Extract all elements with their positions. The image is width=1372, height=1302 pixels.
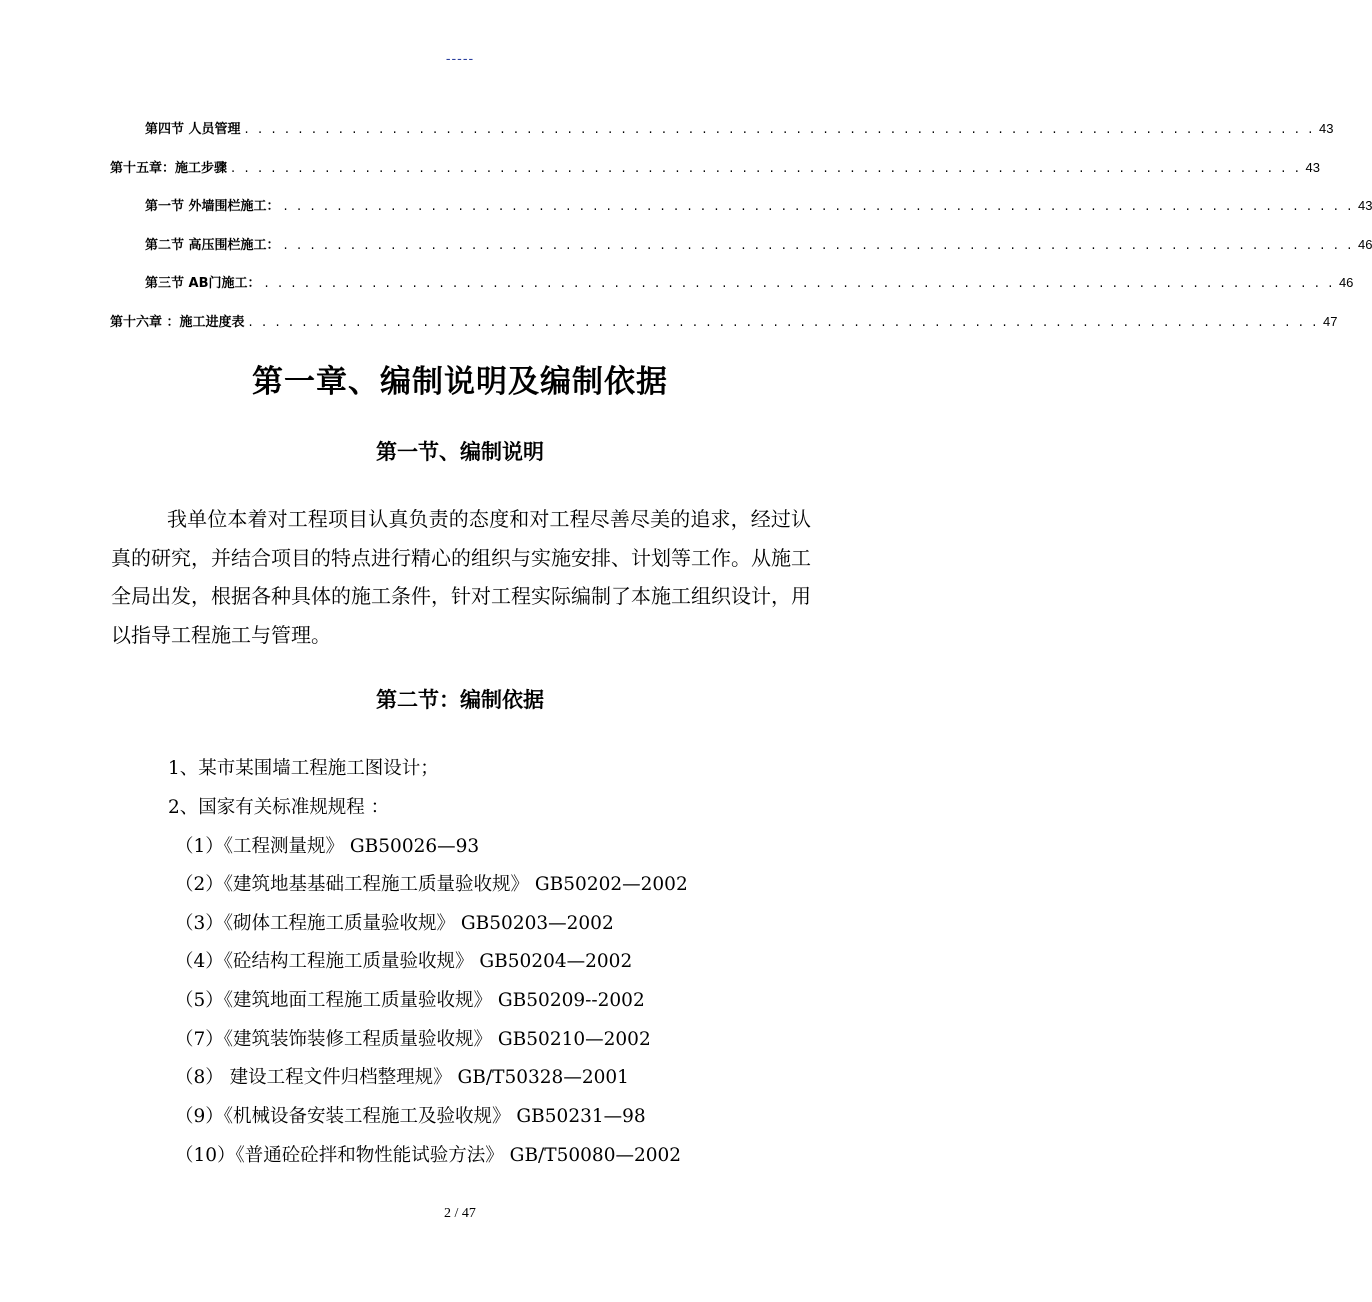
toc-leader-dots: . . . . . . . . . . . . . . . . . . . . . . . . . . . . . . . . . . . . . . . . . . . . . . . . . . . . . . . . . . . . . . . . . . . . . . . . . . . . . . . . [283,199,1354,215]
section-title-basis: 第二节：编制依据 [376,688,544,712]
standard-item: （1）《工程测量规》 GB50026—93 [175,836,480,857]
toc-leader-dots: . . . . . . . . . . . . . . . . . . . . . . . . . . . . . . . . . . . . . . . . . . . . . . . . . . . . . . . . . . . . . . . . . . . . . . . . . . . . . . . . [264,276,1335,292]
page-number: 2 / 47 [444,1206,476,1221]
toc-entry-title: 第十六章 ：施工进度表 [110,314,245,330]
toc-entry-title: 第十五章：施工步骤 [110,160,228,176]
header-mark: ----- [445,50,475,66]
toc-entry[interactable] [110,272,1354,311]
standard-item: （2）《建筑地基基础工程施工质量验收规》 GB50202—2002 [175,874,688,895]
toc-entry[interactable] [110,157,1320,196]
standard-item: （4）《砼结构工程施工质量验收规》 GB50204—2002 [175,951,633,972]
toc-entry-page: 43 [1305,159,1320,175]
section-title-description: 第一节、编制说明 [376,440,544,464]
standard-item: （5）《建筑地面工程施工质量验收规》 GB50209--2002 [175,990,645,1011]
toc-entry[interactable] [110,234,1372,273]
toc-entry-title: 第二节 高压围栏施工： [145,237,280,253]
standard-item: （8） 建设工程文件归档整理规》 GB/T50328—2001 [175,1067,629,1088]
toc-entry-page: 47 [1322,313,1338,329]
table-of-contents [110,118,1372,350]
basis-item: 2、国家有关标准规规程 ： [168,797,390,818]
toc-leader-dots: . . . . . . . . . . . . . . . . . . . . . . . . . . . . . . . . . . . . . . . . . . . . . . . . . . . . . . . . . . . . . . . . . . . . . . . . . . . . . . . . [283,237,1354,253]
toc-leader-dots: . . . . . . . . . . . . . . . . . . . . . . . . . . . . . . . . . . . . . . . . . . . . . . . . . . . . . . . . . . . . . . . . . . . . . . . . . . . . . . . . [244,122,1315,137]
toc-entry-page: 43 [1357,198,1372,214]
toc-leader-dots: . . . . . . . . . . . . . . . . . . . . . . . . . . . . . . . . . . . . . . . . . . . . . . . . . . . . . . . . . . . . . . . . . . . . . . . . . . . . . . . . [231,160,1302,176]
toc-entry-title: 第三节 AB门施工： [145,276,261,292]
standard-item: （3）《砌体工程施工质量验收规》 GB50203—2002 [175,913,614,934]
description-paragraph: 我单位本着对工程项目认真负责的态度和对工程尽善尽美的追求，经过认真的研究，并结合项目的特点进行精心的组织与实施安排、计划等工作。从施工全局出发，根据各种具体的施工条件，针对工程实际编制了本施工组织设计，用以指导工程施工与管理。 [111,507,811,647]
toc-entry[interactable] [110,311,1338,350]
standard-item: （7）《建筑装饰装修工程质量验收规》 GB50210—2002 [175,1029,651,1050]
toc-entry-title: 第一节 外墙围栏施工： [145,199,280,215]
toc-entry[interactable] [110,195,1372,234]
standard-item: （9）《机械设备安装工程施工及验收规》 GB50231—98 [175,1106,646,1127]
toc-entry-page: 46 [1357,236,1372,252]
chapter-title: 第一章、编制说明及编制依据 [252,364,668,400]
toc-leader-dots: . . . . . . . . . . . . . . . . . . . . . . . . . . . . . . . . . . . . . . . . . . . . . . . . . . . . . . . . . . . . . . . . . . . . . . . . . . . . . . . . [248,314,1319,330]
standard-item: （10）《普通砼砼拌和物性能试验方法》 GB/T50080—2002 [175,1145,682,1166]
basis-item: 1、某市某围墙工程施工图设计； [168,758,439,779]
toc-entry-title: 第四节 人员管理 [145,122,241,137]
toc-entry-page: 43 [1318,121,1334,136]
toc-entry-page: 46 [1338,275,1354,291]
toc-entry[interactable] [110,118,1334,157]
